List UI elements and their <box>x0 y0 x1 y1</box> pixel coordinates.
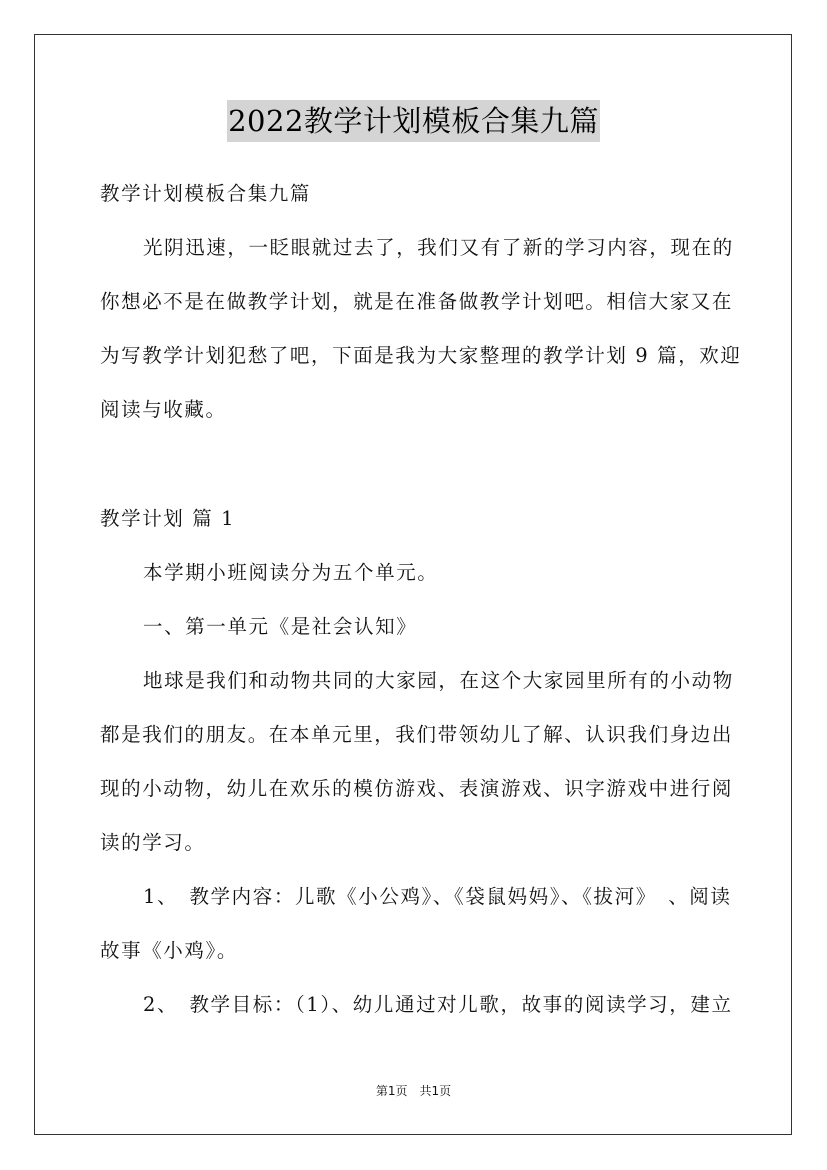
page-number: 第1页 共1页 <box>375 1084 452 1098</box>
paragraph-line: 本学期小班阅读分为五个单元。 <box>143 561 439 584</box>
section-heading: 教学计划 篇 1 <box>100 507 236 530</box>
paragraph-line: 现的小动物，幼儿在欢乐的模仿游戏、表演游戏、识字游戏中进行阅 <box>100 777 734 800</box>
paragraph-line: 一、第一单元《是社会认知》 <box>143 615 418 638</box>
subtitle-line: 教学计划模板合集九篇 <box>100 182 312 205</box>
document-title: 2022教学计划模板合集九篇 <box>227 100 600 142</box>
title-container <box>0 100 827 142</box>
paragraph-line: 地球是我们和动物共同的大家园，在这个大家园里所有的小动物 <box>143 669 734 692</box>
paragraph-line: 阅读与收藏。 <box>100 398 227 421</box>
paragraph-line: 光阴迅速，一眨眼就过去了，我们又有了新的学习内容，现在的 <box>143 236 734 259</box>
paragraph-line: 1、 教学内容：儿歌《小公鸡》、《袋鼠妈妈》、《拔河》 、阅读 <box>143 885 732 908</box>
paragraph-line: 读的学习。 <box>100 831 206 854</box>
paragraph-line: 为写教学计划犯愁了吧，下面是我为大家整理的教学计划 9 篇，欢迎 <box>100 344 742 367</box>
paragraph-line: 都是我们的朋友。在本单元里，我们带领幼儿了解、认识我们身边出 <box>100 723 734 746</box>
paragraph-line: 2、 教学目标：（1）、幼儿通过对儿歌，故事的阅读学习，建立 <box>143 993 733 1016</box>
paragraph-line: 你想必不是在做教学计划，就是在准备做教学计划吧。相信大家又在 <box>100 290 734 313</box>
paragraph-line: 故事《小鸡》。 <box>100 939 238 962</box>
